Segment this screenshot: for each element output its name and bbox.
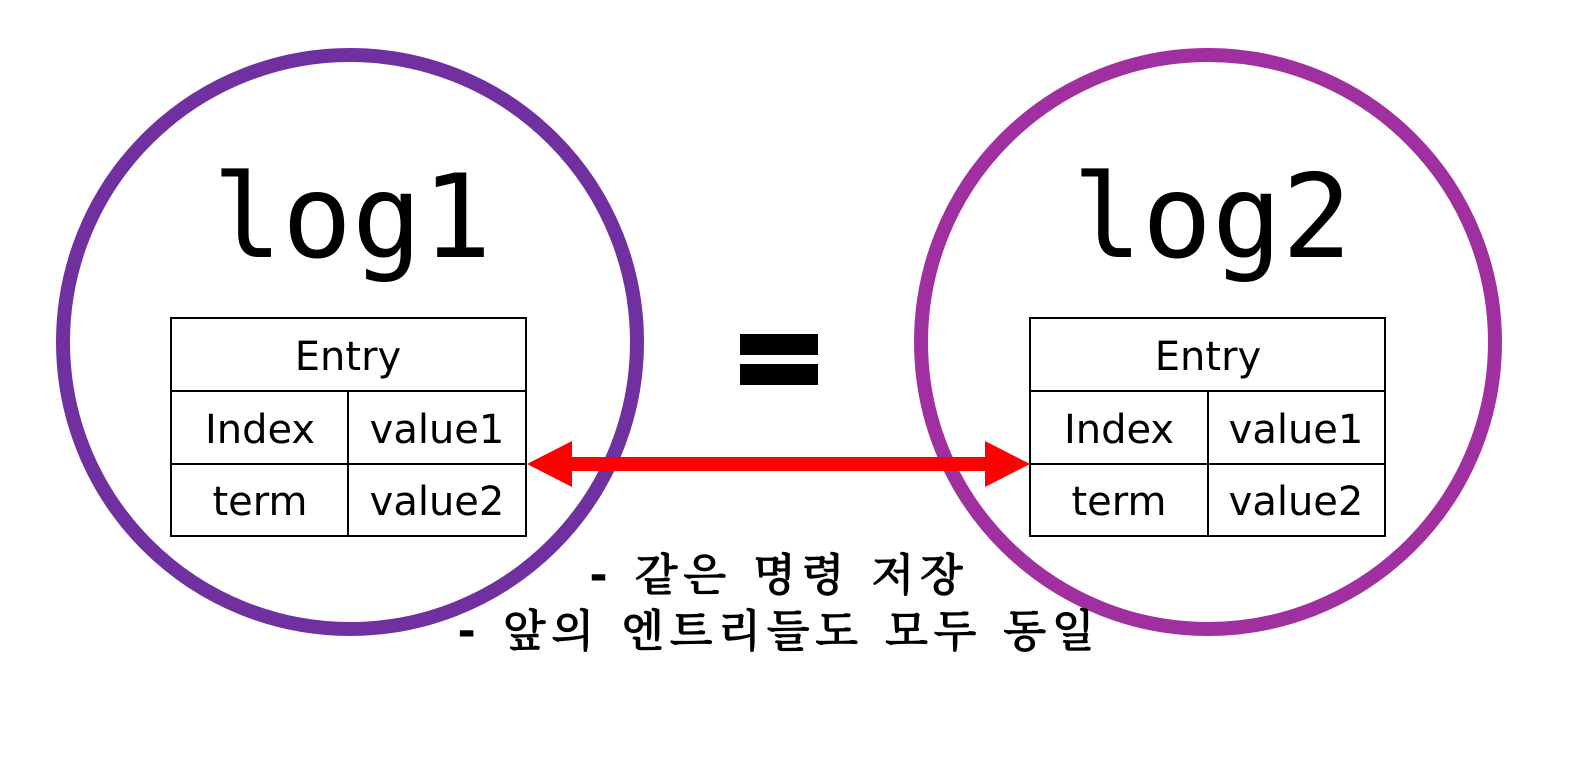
log1-table-header: Entry (294, 334, 402, 380)
log1-entry-table (171, 318, 526, 536)
equals-bar-bottom (740, 364, 818, 385)
caption-same-command: - 같은 명령 저장 (589, 550, 969, 601)
log2-index-label: Index (1063, 407, 1175, 453)
equals-sign (740, 334, 818, 385)
log1-term-value: value2 (369, 479, 505, 525)
log2-index-value: value1 (1228, 407, 1364, 453)
equals-bar-top (740, 334, 818, 355)
log1-index-label: Index (204, 407, 316, 453)
log2-term-value: value2 (1228, 479, 1364, 525)
log2-title: log2 (1072, 150, 1352, 285)
log2-group (921, 55, 1495, 629)
log2-entry-table (1030, 318, 1385, 536)
log1-group (63, 55, 637, 629)
log2-table-header: Entry (1154, 334, 1262, 380)
log1-title: log1 (212, 150, 492, 285)
caption-preceding-entries: - 앞의 엔트리들도 모두 동일 (457, 606, 1101, 657)
log2-term-label: term (1071, 479, 1167, 525)
log1-term-label: term (212, 479, 308, 525)
log1-index-value: value1 (369, 407, 505, 453)
